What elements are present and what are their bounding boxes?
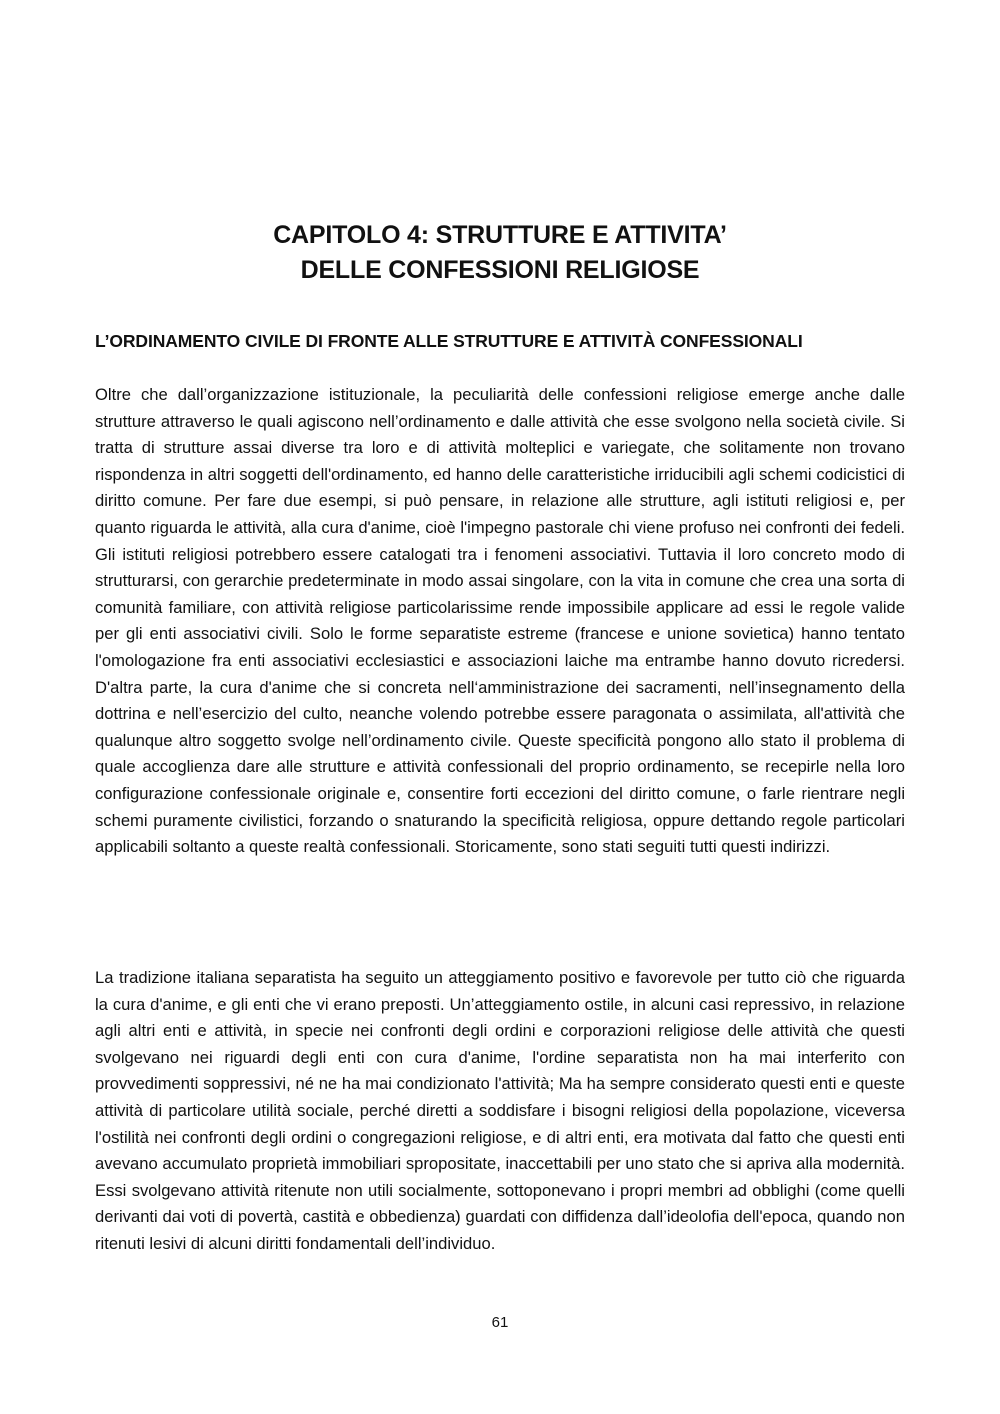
chapter-title-line-2: DELLE CONFESSIONI RELIGIOSE — [300, 256, 700, 284]
page-number: 61 — [491, 1314, 509, 1331]
chapter-title — [0, 218, 1000, 288]
body-paragraph-1: Oltre che dall’organizzazione istituzionale, la peculiarità delle confessioni religiose emerge anche dalle strutture attraverso le quali agiscono nell’ordinamento e dalle attività che esse svolgono nella società civile. Si tratta di strutture assai diverse tra loro e di attività molteplici e variegate, che solitamente non trovano rispondenza in altri soggetti dell'ordinamento, ed hanno delle caratteristiche irriducibili agli schemi codicistici di diritto comune. Per fare due esempi, si può pensare, in relazione alle strutture, agli istituti religiosi e, per quanto riguarda le attività, alla cura d'anime, cioè l'impegno pastorale chi viene profuso nei confronti dei fedeli. Gli istituti religiosi potrebbero essere catalogati tra i fenomeni associativi. Tuttavia il loro concreto modo di strutturarsi, con gerarchie predeterminate in modo assai singolare, con la vita in comune che crea una sorta di comunità familiare, con attività religiose particolarissime rende impossibile applicare ad essi le regole valide per gli enti associativi civili. Solo le forme separatiste estreme (francese e unione sovietica) hanno tentato l'omologazione fra enti associativi ecclesiastici e associazioni laiche ma entrambe hanno dovuto ricredersi. D'altra parte, la cura d'anime che si concreta nell‘amministrazione dei sacramenti, nell’insegnamento della dottrina e nell’esercizio del culto, neanche volendo potrebbe essere paragonata o assimilata, all'attività che qualunque altro soggetto svolge nell’ordinamento civile. Queste specificità pongono allo stato il problema di quale accoglienza dare alle strutture e attività confessionali del proprio ordinamento, se recepirle nella loro configurazione confessionale originale e, consentire forti eccezioni del diritto comune, o farle rientrare negli schemi puramente civilistici, forzando o snaturando la specificità religiosa, oppure dettando regole particolari applicabili soltanto a queste realtà confessionali. Storicamente, sono stati seguiti tutti questi indirizzi. — [95, 385, 905, 857]
chapter-title-line-1: CAPITOLO 4: STRUTTURE E ATTIVITA’ — [273, 221, 727, 249]
section-heading: L’ORDINAMENTO CIVILE DI FRONTE ALLE STRUTTURE E ATTIVITÀ CONFESSIONALI — [95, 331, 803, 351]
body-paragraph-2: La tradizione italiana separatista ha seguito un atteggiamento positivo e favorevole per tutto ciò che riguarda la cura d'anime, e gli enti che vi erano preposti. Un’atteggiamento ostile, in alcuni casi repressivo, in relazione agli altri enti e attività, in specie nei confronti degli ordini e corporazioni religiose delle attività che questi svolgevano nei riguardi degli enti con cura d'anime, l'ordine separatista non ha mai interferito con provvedimenti soppressivi, né ne ha mai condizionato l'attività; Ma ha sempre considerato questi enti e queste attività di particolare utilità sociale, perché diretti a soddisfare i bisogni religiosi della popolazione, viceversa l'ostilità nei confronti degli ordini o congregazioni religiose, e di altri enti, era motivata dal fatto che questi enti avevano accumulato proprietà immobiliari spropositate, inaccettabili per uno stato che si apriva alla modernità. Essi svolgevano attività ritenute non utili socialmente, sottoponevano i propri membri ad obblighi (come quelli derivanti dai voti di povertà, castità e obbedienza) guardati con diffidenza dall’ideolofia dell'epoca, quando non ritenuti lesivi di alcuni diritti fondamentali dell’individuo. — [95, 968, 905, 1253]
